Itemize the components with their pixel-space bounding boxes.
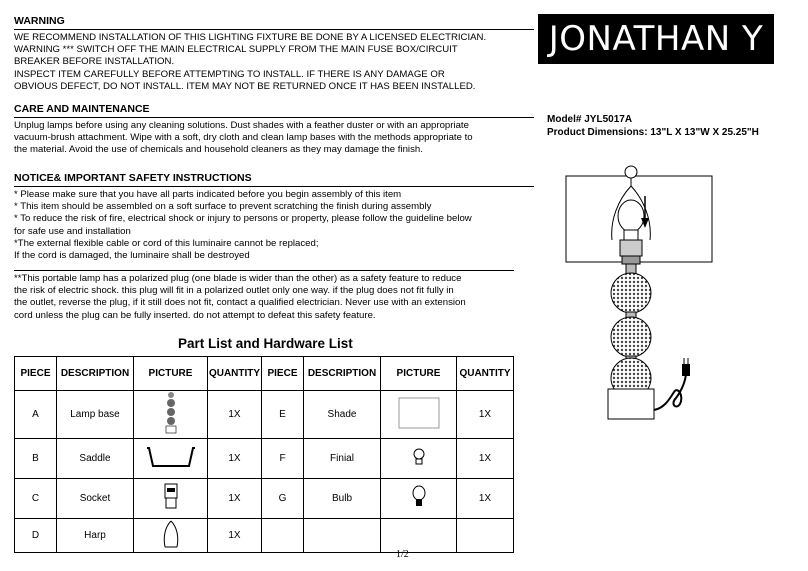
col-header: QUANTITY <box>457 357 514 391</box>
piece-cell: B <box>15 439 57 479</box>
care-section <box>14 103 534 157</box>
product-dimensions: Product Dimensions: 13"L X 13"W X 25.25"H <box>547 127 759 138</box>
quantity-cell: 1X <box>208 391 262 439</box>
warning-line: BREAKER BEFORE INSTALLATION. <box>14 56 175 68</box>
picture-cell <box>134 391 208 439</box>
saddle-icon <box>143 442 199 472</box>
lamp-illustration <box>560 160 740 425</box>
description-cell: Shade <box>304 391 381 439</box>
col-header: DESCRIPTION <box>304 357 381 391</box>
warning-line: OBVIOUS DEFECT, DO NOT INSTALL. ITEM MAY NOT BE RETURNED ONCE IT HAS BEEN INSTALLED. <box>14 80 476 92</box>
piece-cell: D <box>15 519 57 553</box>
picture-cell <box>381 439 457 479</box>
col-header: PICTURE <box>381 357 457 391</box>
care-line: Unplug lamps before using any cleaning solutions. Dust shades with a feather duster or with an appropriate <box>14 120 469 131</box>
notice-section <box>14 172 534 262</box>
model-number: Model# JYL5017A <box>547 114 633 125</box>
quantity-cell: 1X <box>457 479 514 519</box>
table-row <box>15 439 514 479</box>
notice-line: * This item should be assembled on a soft surface to prevent scratching the finish during assembly <box>14 201 432 213</box>
notice-line: *The external flexible cable or cord of this luminaire cannot be replaced; <box>14 237 319 249</box>
polarized-line: the risk of electric shock. this plug will fit in a polarized outlet only one way. if the plug does not fit fully in <box>14 285 454 297</box>
picture-cell <box>381 391 457 439</box>
col-header: PIECE <box>262 357 304 391</box>
table-row <box>15 391 514 439</box>
polarized-line: the outlet, reverse the plug, if it still does not fit, contact a qualified electrician. Never use with an extension <box>14 297 466 309</box>
sphere-2 <box>611 317 651 357</box>
piece-cell: A <box>15 391 57 439</box>
bulb <box>618 200 644 232</box>
page-number: 1/2 <box>396 549 409 560</box>
care-line: vacuum-brush attachment. Wipe with a soft, dry cloth and clean lamp bases with the methods appropriate to <box>14 132 473 144</box>
notice-line: * To reduce the risk of fire, electrical shock or injury to persons or property, please follow the guideline below <box>14 213 472 225</box>
quantity-cell: 1X <box>457 391 514 439</box>
socket <box>620 240 642 256</box>
quantity-cell <box>457 519 514 553</box>
lamp-base <box>608 389 654 419</box>
picture-cell <box>381 519 457 553</box>
finial-icon <box>412 447 426 467</box>
bulb-icon <box>411 485 427 509</box>
warning-section <box>14 15 534 93</box>
description-cell: Lamp base <box>57 391 134 439</box>
table-row <box>15 519 514 553</box>
description-cell: Finial <box>304 439 381 479</box>
piece-cell: F <box>262 439 304 479</box>
socket-icon <box>161 482 181 512</box>
col-header: PIECE <box>15 357 57 391</box>
care-heading: CARE AND MAINTENANCE <box>14 103 150 115</box>
piece-cell <box>262 519 304 553</box>
lamp-base-icon <box>161 391 181 435</box>
notice-line: If the cord is damaged, the luminaire shall be destroyed <box>14 250 250 262</box>
piece-cell: C <box>15 479 57 519</box>
care-line: the material. Avoid the use of chemicals and household cleaners as they may damage the finish. <box>14 144 423 156</box>
polarized-section <box>14 270 466 322</box>
warning-line: INSPECT ITEM CAREFULLY BEFORE ATTEMPTING TO INSTALL. IF THERE IS ANY DAMAGE OR <box>14 68 445 80</box>
picture-cell <box>134 479 208 519</box>
quantity-cell: 1X <box>457 439 514 479</box>
table-header-row <box>15 357 514 391</box>
harp-icon <box>161 519 181 549</box>
table-row <box>15 479 514 519</box>
notice-line: for safe use and installation <box>14 225 131 237</box>
notice-line: * Please make sure that you have all parts indicated before you begin assembly of this item <box>14 189 402 200</box>
picture-cell <box>381 479 457 519</box>
care-rule <box>14 117 534 118</box>
finial <box>625 166 637 178</box>
quantity-cell: 1X <box>208 439 262 479</box>
notice-heading: NOTICE& IMPORTANT SAFETY INSTRUCTIONS <box>14 172 252 184</box>
col-header: PICTURE <box>134 357 208 391</box>
sphere-1 <box>611 273 651 313</box>
description-cell: Harp <box>57 519 134 553</box>
quantity-cell: 1X <box>208 519 262 553</box>
picture-cell <box>134 439 208 479</box>
col-header: DESCRIPTION <box>57 357 134 391</box>
description-cell: Saddle <box>57 439 134 479</box>
parts-title: Part List and Hardware List <box>178 336 353 351</box>
description-cell: Socket <box>57 479 134 519</box>
description-cell: Bulb <box>304 479 381 519</box>
polarized-line: cord unless the plug can be fully inserted. do not attempt to defeat this safety feature. <box>14 309 376 321</box>
product-info <box>547 113 759 139</box>
description-cell <box>304 519 381 553</box>
picture-cell <box>134 519 208 553</box>
shade-icon <box>398 397 440 429</box>
warning-heading: WARNING <box>14 15 65 27</box>
cord <box>654 372 686 410</box>
piece-cell: E <box>262 391 304 439</box>
plug <box>682 364 690 376</box>
polarized-line: **This portable lamp has a polarized plug (one blade is wider than the other) as a safety feature to reduce <box>14 273 462 284</box>
warning-rule <box>14 29 534 30</box>
warning-line: WE RECOMMEND INSTALLATION OF THIS LIGHTING FIXTURE BE DONE BY A LICENSED ELECTRICIAN. <box>14 32 487 43</box>
col-header: QUANTITY <box>208 357 262 391</box>
quantity-cell: 1X <box>208 479 262 519</box>
parts-table <box>14 356 514 553</box>
notice-rule <box>14 186 534 187</box>
brand-logo: JONATHAN Y <box>538 14 774 64</box>
piece-cell: G <box>262 479 304 519</box>
warning-line: WARNING *** SWITCH OFF THE MAIN ELECTRICAL SUPPLY FROM THE MAIN FUSE BOX/CIRCUIT <box>14 44 458 56</box>
